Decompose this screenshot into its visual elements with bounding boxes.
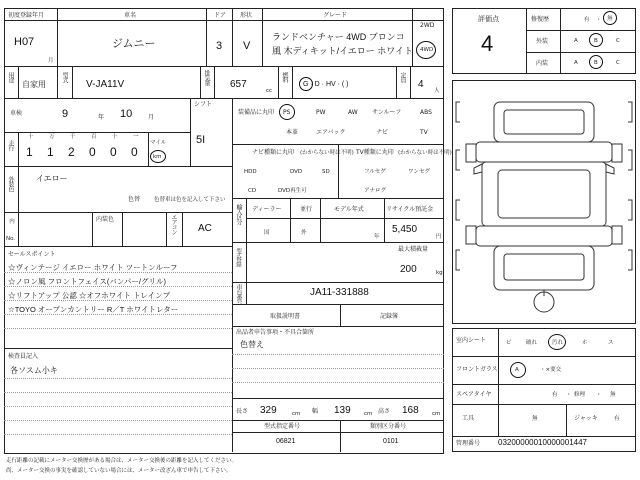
seat-selected-circle: [548, 334, 566, 350]
sales-point-line: ☆TOYO オープンカントリー R／T ホワイトレター: [8, 305, 179, 314]
capacity-unit: 人: [434, 88, 440, 94]
inspection-label: 車検: [10, 110, 23, 117]
navi-sublabel: (わからない時は不明): [300, 150, 354, 156]
equipment-label: 装備品に丸印: [238, 109, 275, 116]
capacity-value: 4: [418, 79, 424, 90]
first-reg-suffix: 月: [48, 58, 54, 64]
tv-item: ワンセグ: [408, 169, 431, 175]
odo-digit: 1: [26, 145, 33, 159]
shape-value: V: [243, 40, 251, 52]
sales-point-line: ☆リフトアップ 公認 ☆オフホワイト トレインプ: [8, 291, 171, 300]
equipment-item: エアバック: [316, 129, 346, 136]
exterior-grade-label: 外装: [536, 38, 549, 45]
width-value: 139: [334, 405, 351, 416]
exterior-value: イエロー: [36, 174, 68, 183]
grade-value: 4: [481, 31, 494, 56]
navi-label: ナビ種類に丸印: [252, 149, 295, 156]
odo-digit-header: 十: [112, 134, 118, 140]
first-reg-value: H07: [14, 36, 35, 48]
max-load-value: 200: [400, 264, 417, 275]
color-change-note: 色替車は色を記入して下さい: [154, 197, 226, 203]
mgmt-label: 管理番号: [456, 440, 481, 447]
dealer-col-2: 並行: [300, 206, 313, 213]
equipment-item: ABS: [420, 109, 432, 116]
footer-line2: 尚、メーター交換の事実を確認していない場合には、メーター改ざん車で申告して下さい。: [6, 468, 232, 474]
max-load-unit: kg: [436, 270, 443, 276]
ac-label: エアコン: [170, 214, 177, 234]
model-year-value: 年: [374, 234, 380, 240]
glass-label: フロントガラス: [456, 366, 498, 373]
sales-point-line: ☆ヴィンテージ イエロー ホワイト ツートンルーフ: [8, 263, 178, 272]
seat-option: ホ: [582, 340, 588, 346]
declaration-value: 色替え: [240, 340, 264, 349]
chassis-value: JA11-331888: [310, 287, 369, 298]
height-value: 168: [402, 405, 419, 416]
length-unit: cm: [292, 411, 301, 417]
dealer-val-1: 国: [264, 230, 270, 236]
recycle-unit: 円: [436, 234, 442, 240]
car-name-label: 車名: [124, 12, 137, 19]
fuel-options: G · D · HV · ( ): [303, 81, 349, 88]
recycle-label: リサイクル預託金: [386, 206, 434, 213]
equipment-item: サンルーフ: [372, 109, 402, 116]
navi-item: DVD: [290, 169, 303, 175]
navi-item: CD: [248, 188, 257, 194]
odo-digit: 0: [110, 145, 117, 159]
exterior-label: 外装色: [7, 176, 14, 191]
interior-grade-b: B: [594, 60, 598, 66]
navi-item: DVD再生可: [278, 188, 307, 194]
owner-manual-label: 取扱説明書: [270, 313, 301, 320]
odo-digit-header: 一: [133, 134, 139, 140]
type-number-value: 06821: [276, 438, 296, 445]
spare-label: スペアタイヤ: [456, 391, 492, 398]
model-value: V-JA11V: [86, 79, 125, 90]
grade-line2: 風 木ディキット/イエロー ホワイト: [272, 46, 413, 56]
left-frame: [4, 8, 444, 454]
equipment-item: 本革: [286, 129, 299, 136]
interior-seats-label: 内装色: [96, 216, 115, 223]
displacement-label: 排気量: [203, 70, 210, 85]
tv-label: TV種類に丸印: [356, 149, 394, 156]
tv-item: フルセグ: [364, 169, 386, 175]
twowd-label: 2WD: [420, 22, 435, 29]
seat-option: ビ: [506, 340, 512, 346]
inspector-value: 各ソスム小キ: [10, 366, 58, 375]
width-label: 幅: [312, 408, 319, 415]
type-number-label: 型式指定番号: [264, 423, 301, 430]
length-value: 329: [260, 405, 277, 416]
odo-digit-header: 十: [28, 134, 34, 140]
dealer-val-2: 外: [301, 230, 307, 236]
odo-digit: 1: [47, 145, 54, 159]
glass-value: A: [515, 367, 519, 373]
unit-km: km: [153, 154, 162, 160]
sales-point-line: ☆ノロン風 フロントフェイス(バンパー/グリル): [8, 277, 166, 286]
capacity-label: 定員: [399, 72, 406, 82]
odo-digit-header: 千: [70, 134, 76, 140]
odo-digit-header: 百: [91, 134, 97, 140]
doors-label: ドア: [214, 12, 226, 19]
dealer-col-1: ディーラー: [252, 206, 282, 213]
exterior-grade-c: C: [616, 38, 620, 44]
usage-label: 用途: [7, 72, 14, 82]
spare-option: 修理: [574, 392, 586, 398]
car-name-value: ジムニー: [112, 38, 156, 50]
jack-label: ジャッキ: [574, 415, 598, 422]
max-load-label: 最大積載量: [398, 246, 429, 253]
navi-item: HDD: [244, 169, 257, 175]
tools-label: 工具: [462, 415, 475, 422]
spare-option: ・: [596, 392, 602, 398]
interior-grade-c: C: [616, 60, 620, 66]
odo-digit-header: 万: [49, 134, 55, 140]
inspection-year: 9: [62, 108, 69, 120]
doors-value: 3: [216, 40, 223, 52]
tv-item: アナログ: [364, 188, 387, 194]
odo-digit: 2: [68, 145, 75, 159]
declaration-label: 出品者申告事項・不具合箇所: [236, 329, 315, 336]
odo-digit: 0: [131, 145, 138, 159]
repair-opt-3: 無: [607, 16, 613, 22]
width-unit: cm: [364, 411, 373, 417]
fourwd-label: 4WD: [420, 47, 434, 53]
recycle-value: 5,450: [392, 224, 418, 235]
shape-label: 形状: [240, 12, 253, 19]
spare-option: 有: [552, 392, 558, 398]
equipment-item: AW: [348, 109, 358, 116]
tools-value: 無: [532, 416, 538, 422]
class-number-label: 類別区分番号: [370, 423, 407, 430]
car-diagram: [452, 80, 636, 324]
displacement-value: 657: [230, 79, 247, 90]
model-year-label: モデル年式: [334, 206, 364, 213]
seat-option: ス: [608, 340, 614, 346]
odo-digit: 0: [89, 145, 96, 159]
inspector-label: 検査員記入: [8, 353, 39, 360]
inspection-month-unit: 月: [148, 114, 155, 121]
length-label: 長さ: [236, 408, 249, 415]
shift-value: 5I: [196, 134, 206, 146]
equipment-item: TV: [420, 129, 428, 136]
sales-points-label: セールスポイント: [8, 251, 56, 258]
grade-label: グレード: [323, 12, 348, 19]
condition-frame: [452, 328, 636, 452]
ac-value: AC: [198, 223, 212, 234]
class-number-value: 0101: [383, 438, 399, 445]
seat-option: 破れ: [526, 340, 538, 346]
seat-option: 汚れ: [552, 340, 564, 346]
glass-option: ・×要交: [540, 367, 562, 373]
grade-label: 評価点: [478, 15, 499, 23]
exterior-grade-a: A: [574, 38, 578, 44]
records-label: 記録簿: [380, 313, 399, 320]
fuel-label: 燃料: [281, 72, 288, 82]
inspection-year-unit: 年: [98, 114, 105, 121]
jack-value: 有: [614, 416, 620, 422]
model-label: 型式: [61, 72, 68, 82]
interior-grade-a: A: [574, 60, 578, 66]
unit-mile: マイル: [150, 140, 167, 146]
grade-line1: ランドベンチャー 4WD ブロンコ: [272, 32, 405, 42]
spare-option: ・: [566, 392, 572, 398]
spare-option: 無: [610, 392, 616, 398]
height-label: 高さ: [378, 408, 391, 415]
odo-label: 走行: [7, 140, 14, 150]
chassis-label: 車台番号: [235, 284, 242, 304]
inspection-month: 10: [120, 108, 133, 120]
shift-label: シフト: [194, 101, 213, 108]
tv-sublabel: (わからない時は不明): [398, 150, 452, 156]
equipment-item: PW: [316, 109, 326, 116]
repair-label: 修復歴: [531, 16, 550, 23]
mgmt-value: 03200000010000001447: [498, 438, 587, 447]
interior-grade-label: 内装: [536, 60, 549, 67]
repair-opt-1: 有: [584, 17, 590, 23]
displacement-unit: cc: [266, 88, 273, 94]
navi-item: SD: [322, 169, 330, 175]
height-unit: cm: [432, 411, 441, 417]
usage-value: 自家用: [22, 80, 46, 89]
dealer-label: 輸入区分: [235, 204, 242, 224]
exterior-grade-b: B: [594, 38, 598, 44]
color-change-label: 色替: [128, 196, 141, 203]
equipment-item: ナビ: [376, 129, 389, 136]
equipment-item: PS: [283, 109, 291, 116]
footer-line1: 走行距離の記載にメーター交換歴がある場合は、メーター交換後の距離を記入してください。: [6, 458, 238, 464]
first-reg-label: 初度登録年月: [8, 12, 45, 19]
seat-label: 室内シート: [456, 337, 487, 344]
repair-opt-2: ・: [596, 17, 602, 23]
